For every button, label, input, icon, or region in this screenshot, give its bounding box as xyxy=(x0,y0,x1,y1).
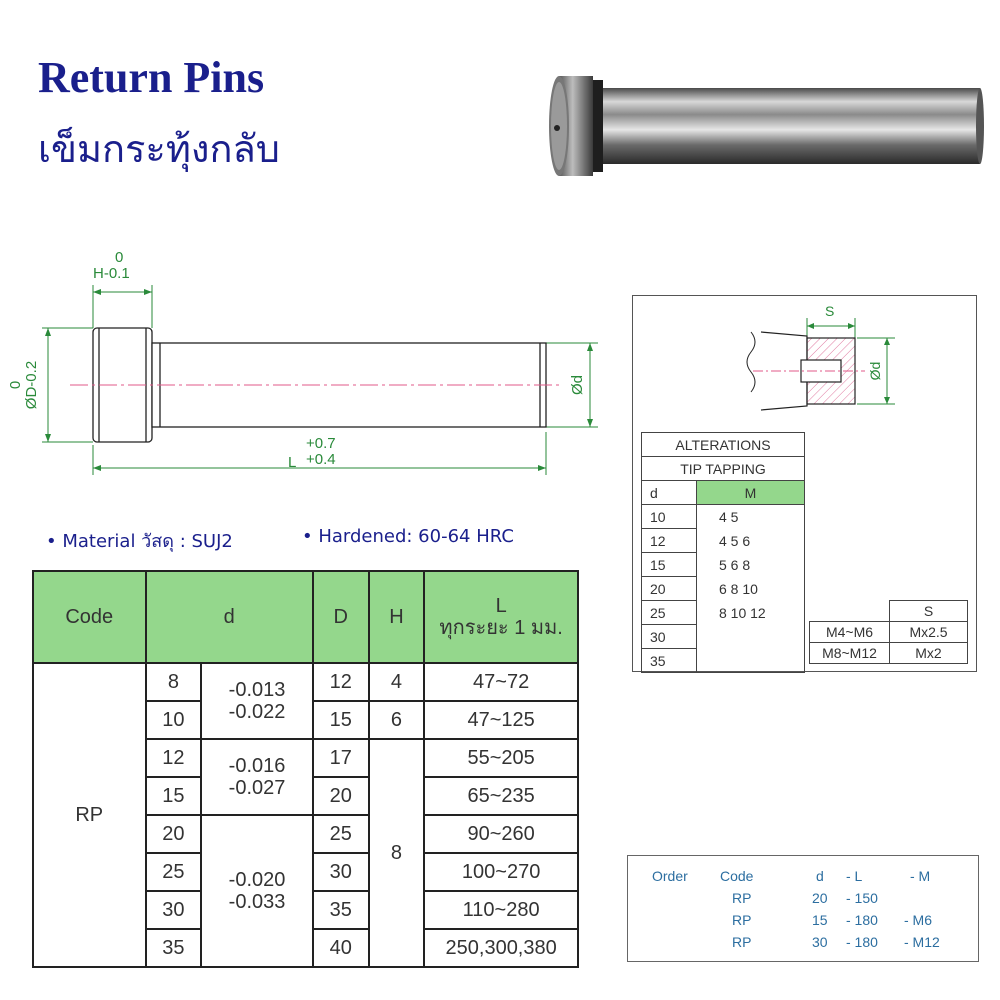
alt-header-m: M xyxy=(697,481,805,505)
s-header: S xyxy=(890,601,968,622)
page-title: Return Pins xyxy=(38,53,265,102)
order-row-l: - 180 xyxy=(846,912,878,928)
D-cell: 25 xyxy=(313,815,369,853)
order-row-l: - 180 xyxy=(846,934,878,950)
tip-tapping-title: TIP TAPPING xyxy=(642,457,805,481)
table-row xyxy=(33,663,578,701)
tolerance-cell: -0.016 -0.027 xyxy=(201,739,313,815)
order-d-header: d xyxy=(816,868,824,884)
L-cell: 55~205 xyxy=(424,739,578,777)
D-cell: 20 xyxy=(313,777,369,815)
list-item: 12 4 5 6 xyxy=(642,529,805,553)
d-cell: 25 xyxy=(146,853,202,891)
L-cell: 110~280 xyxy=(424,891,578,929)
d-cell: 35 xyxy=(146,929,202,967)
alterations-title: ALTERATIONS xyxy=(642,433,805,457)
list-item: M8~M12 Mx2 xyxy=(810,643,968,664)
list-item: 15 5 6 8 xyxy=(642,553,805,577)
list-item: 25 8 10 12 xyxy=(642,601,805,625)
s-dimension-label: S xyxy=(825,303,835,319)
order-row-l: - 150 xyxy=(846,890,878,906)
list-item: 30 xyxy=(642,625,805,649)
h-tolerance-upper: 0 xyxy=(115,249,124,266)
hardness-spec: • Hardened: 60-64 HRC xyxy=(302,526,514,547)
H-cell: 6 xyxy=(369,701,425,739)
D-cell: 40 xyxy=(313,929,369,967)
order-l-header: - L xyxy=(846,868,863,884)
order-row-m: - M6 xyxy=(904,912,932,928)
D-cell: 35 xyxy=(313,891,369,929)
alterations-table xyxy=(641,432,805,673)
header-code: Code xyxy=(33,571,146,663)
tip-tapping-drawing xyxy=(633,296,976,426)
order-row-d: 15 xyxy=(812,912,828,928)
dimensions-table xyxy=(32,570,579,968)
H-cell: 8 xyxy=(369,739,425,967)
alt-header-d: d xyxy=(642,481,697,505)
order-row-code: RP xyxy=(732,934,752,950)
order-header: Order xyxy=(652,868,688,884)
s-size-table xyxy=(809,600,968,664)
L-cell: 47~125 xyxy=(424,701,578,739)
alterations-panel xyxy=(632,295,977,672)
d-dimension-label: Ød xyxy=(867,361,883,381)
d-tolerance-label: ØD-0.2 xyxy=(23,360,40,410)
order-row-m: - M12 xyxy=(904,934,940,950)
header-d: d xyxy=(146,571,313,663)
D-cell: 15 xyxy=(313,701,369,739)
tolerance-cell: -0.013 -0.022 xyxy=(201,663,313,739)
list-item: M4~M6 Mx2.5 xyxy=(810,622,968,643)
H-cell: 4 xyxy=(369,663,425,701)
L-cell: 250,300,380 xyxy=(424,929,578,967)
L-cell: 65~235 xyxy=(424,777,578,815)
pin-technical-drawing xyxy=(0,240,600,480)
order-row-d: 30 xyxy=(812,934,828,950)
d-cell: 8 xyxy=(146,663,202,701)
diameter-label: Ød xyxy=(569,374,586,396)
header-L: L ทุกระยะ 1 มม. xyxy=(424,571,578,663)
D-cell: 12 xyxy=(313,663,369,701)
order-code-header: Code xyxy=(720,868,754,884)
header-D: D xyxy=(313,571,369,663)
d-cell: 10 xyxy=(146,701,202,739)
order-row-code: RP xyxy=(732,912,752,928)
d-cell: 20 xyxy=(146,815,202,853)
D-cell: 30 xyxy=(313,853,369,891)
d-tolerance-upper: 0 xyxy=(7,380,24,390)
d-cell: 30 xyxy=(146,891,202,929)
return-pin-photo xyxy=(545,66,985,186)
order-example-box xyxy=(627,855,979,962)
length-tolerance-upper: +0.7 xyxy=(306,435,336,452)
h-tolerance-label: H-0.1 xyxy=(93,265,130,282)
L-cell: 100~270 xyxy=(424,853,578,891)
page-subtitle-thai: เข็มกระทุ้งกลับ xyxy=(38,127,280,171)
list-item: 20 6 8 10 xyxy=(642,577,805,601)
header-H: H xyxy=(369,571,425,663)
d-cell: 15 xyxy=(146,777,202,815)
order-m-header: - M xyxy=(910,868,931,884)
L-cell: 90~260 xyxy=(424,815,578,853)
d-cell: 12 xyxy=(146,739,202,777)
list-item: 35 xyxy=(642,649,805,673)
order-row-code: RP xyxy=(732,890,752,906)
code-cell: RP xyxy=(33,663,146,967)
order-row-d: 20 xyxy=(812,890,828,906)
length-tolerance-lower: +0.4 xyxy=(306,451,336,468)
material-spec: • Material วัสดุ : SUJ2 xyxy=(46,531,233,552)
list-item: 10 4 5 xyxy=(642,505,805,529)
tolerance-cell: -0.020 -0.033 xyxy=(201,815,313,967)
L-cell: 47~72 xyxy=(424,663,578,701)
length-label: L xyxy=(288,454,297,471)
D-cell: 17 xyxy=(313,739,369,777)
